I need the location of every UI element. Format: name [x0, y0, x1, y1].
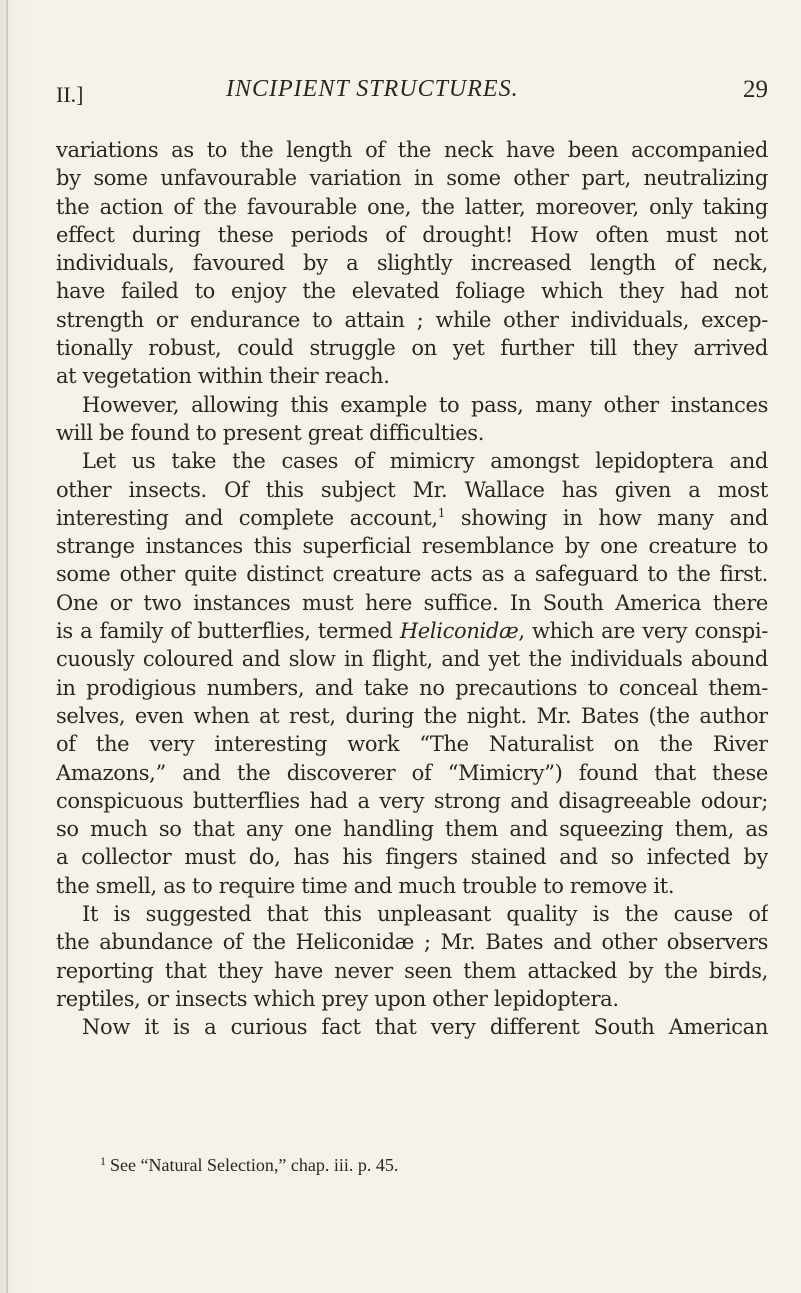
text-line-content: tionally robust, could struggle on yet further till they arrived [56, 336, 768, 361]
page-number: 29 [743, 76, 768, 103]
text-line-continuation: , which are very conspi- [518, 619, 768, 644]
text-line [56, 872, 768, 900]
footnote-reference: 1 [437, 505, 445, 520]
text-line [56, 900, 768, 928]
text-line [56, 447, 768, 475]
text-line-content: the abundance of the Heliconidæ ; Mr. Bates and other observers [56, 930, 768, 955]
text-line-content: by some unfavourable variation in some other part, neutralizing [56, 166, 768, 191]
text-line-content: Let us take the cases of mimicry amongst lepidoptera and [82, 449, 768, 474]
text-line-content: One or two instances must here suffice. In South America there [56, 590, 768, 615]
text-line-content: the smell, as to require time and much trouble to remove it. [56, 873, 675, 898]
text-line-content: will be found to present great difficulties. [56, 420, 485, 445]
running-head: INCIPIENT STRUCTURES. [226, 76, 519, 102]
text-line-continuation: showing in how many and [445, 505, 768, 530]
text-line [56, 532, 768, 560]
body-text [56, 136, 768, 1042]
text-line-content: reptiles, or insects which prey upon other lepidoptera. [56, 986, 619, 1011]
text-line [56, 674, 768, 702]
footnote-mark: 1 [100, 1154, 106, 1168]
text-line [56, 164, 768, 192]
text-line [56, 136, 768, 164]
text-line [56, 617, 768, 645]
text-line [56, 645, 768, 673]
text-line [56, 277, 768, 305]
text-line-content: strange instances this superficial resemblance by one creature to [56, 534, 768, 559]
text-line-content: It is suggested that this unpleasant quality is the cause of [82, 902, 768, 927]
text-line-content: at vegetation within their reach. [56, 364, 390, 389]
text-line [56, 193, 768, 221]
text-line-content: Amazons,” and the discoverer of “Mimicry”) found that these [56, 760, 768, 785]
text-line [56, 1013, 768, 1041]
text-line [56, 334, 768, 362]
text-line-content: conspicuous butterflies had a very strong and disagreeable odour; [56, 788, 768, 813]
chapter-marker: II.] [56, 82, 84, 107]
footnote [100, 1154, 398, 1176]
text-line-content: interesting and complete account, [56, 505, 438, 530]
page-gutter-edge [6, 0, 8, 1293]
text-line-content: in prodigious numbers, and take no precautions to conceal them- [56, 675, 768, 700]
text-line-content: is a family of butterflies, termed [56, 619, 400, 644]
text-line-content: variations as to the length of the neck have been accompanied [56, 138, 768, 162]
text-line-content: other insects. Of this subject Mr. Wallace has given a most [56, 477, 768, 502]
text-line-content: cuously coloured and slow in flight, and yet the individuals abound [56, 647, 768, 672]
text-line [56, 928, 768, 956]
text-line [56, 560, 768, 588]
text-line [56, 730, 768, 758]
text-line-content: effect during these periods of drought! How often must not [56, 222, 768, 247]
text-line [56, 787, 768, 815]
text-line [56, 843, 768, 871]
text-line-content: However, allowing this example to pass, many other instances [82, 392, 768, 417]
text-line [56, 957, 768, 985]
text-line [56, 249, 768, 277]
italic-term: Heliconidæ [399, 619, 519, 644]
text-line-content: individuals, favoured by a slightly increased length of neck, [56, 251, 768, 276]
text-line [56, 589, 768, 617]
text-line-content: the action of the favourable one, the latter, moreover, only taking [56, 194, 768, 219]
text-line [56, 419, 768, 447]
text-line [56, 759, 768, 787]
footnote-text: See “Natural Selection,” chap. iii. p. 45. [110, 1155, 399, 1175]
text-line [56, 476, 768, 504]
text-line [56, 702, 768, 730]
text-line-content: Now it is a curious fact that very different South American [82, 1015, 768, 1040]
text-line-content: strength or endurance to attain ; while other individuals, excep- [56, 307, 768, 332]
text-line-content: a collector must do, has his fingers stained and so infected by [56, 845, 768, 870]
text-line-content: have failed to enjoy the elevated foliage which they had not [56, 279, 768, 304]
text-line [56, 391, 768, 419]
page-header [56, 76, 768, 112]
text-line [56, 362, 768, 390]
text-line [56, 815, 768, 843]
text-line [56, 985, 768, 1013]
text-line-content: reporting that they have never seen them attacked by the birds, [56, 958, 768, 983]
text-line [56, 306, 768, 334]
text-line-content: selves, even when at rest, during the night. Mr. Bates (the author [56, 703, 768, 728]
text-line [56, 221, 768, 249]
text-line-content: of the very interesting work “The Naturalist on the River [56, 732, 768, 757]
text-line [56, 504, 768, 532]
text-line-content: so much so that any one handling them and squeezing them, as [56, 817, 768, 842]
text-line-content: some other quite distinct creature acts as a safeguard to the first. [56, 562, 768, 587]
